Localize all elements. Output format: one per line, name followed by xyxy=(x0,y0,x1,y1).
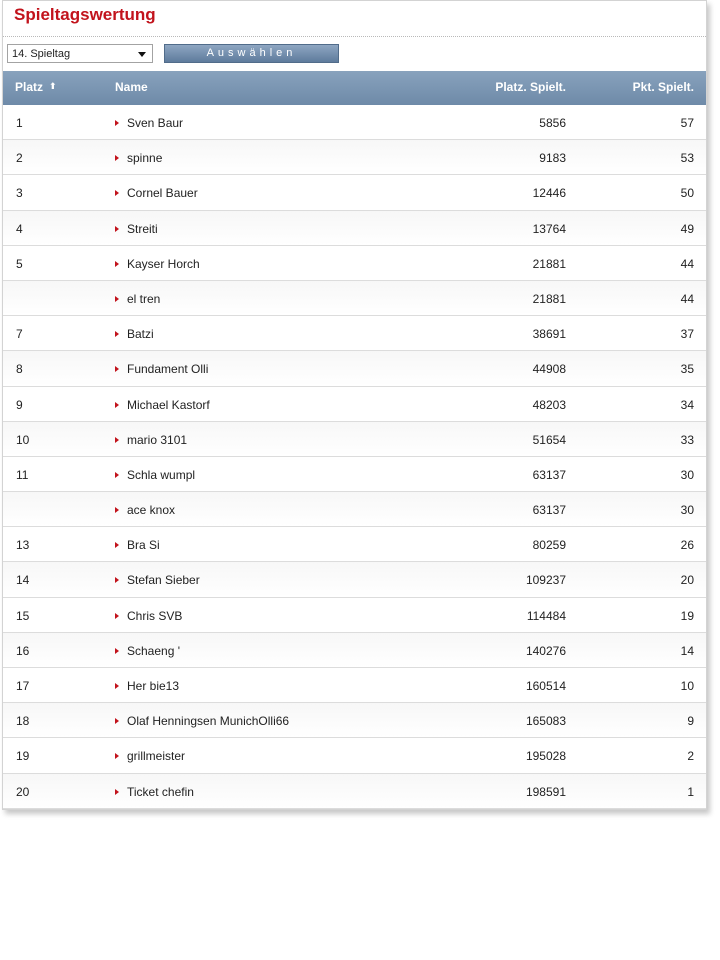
row-player-name[interactable]: Schla wumpl xyxy=(127,467,196,482)
row-platz: 10 xyxy=(16,432,30,447)
row-punkte-spieltag: 33 xyxy=(680,432,694,447)
row-player-name[interactable]: Her bie13 xyxy=(127,679,180,693)
table-row xyxy=(3,633,706,668)
row-player-name[interactable]: Ticket chefin xyxy=(127,784,194,799)
row-punkte-spieltag: 2 xyxy=(687,749,694,764)
row-platz: 14 xyxy=(16,573,30,588)
row-player-name[interactable]: Streiti xyxy=(127,221,158,236)
matchday-select[interactable] xyxy=(7,44,153,63)
row-platz-spieltag: 165083 xyxy=(525,714,566,729)
row-platz: 20 xyxy=(16,784,30,799)
row-player-name[interactable]: Batzi xyxy=(127,327,154,342)
row-platz: 16 xyxy=(16,643,30,658)
row-punkte-spieltag: 9 xyxy=(687,714,694,729)
caret-right-icon[interactable] xyxy=(115,120,119,126)
row-punkte-spieltag: 30 xyxy=(680,467,694,482)
ranking-table-body xyxy=(3,105,706,809)
row-player-name[interactable]: Bra Si xyxy=(127,538,160,553)
row-platz-spieltag: 160514 xyxy=(525,679,566,693)
row-platz-spieltag: 80259 xyxy=(532,538,566,553)
row-player-name[interactable]: mario 3101 xyxy=(127,432,188,447)
row-platz: 13 xyxy=(16,538,30,553)
row-player-name[interactable]: Olaf Henningsen MunichOlli66 xyxy=(127,714,290,729)
row-player-name[interactable]: spinne xyxy=(127,151,163,166)
table-row xyxy=(3,351,706,386)
table-header xyxy=(3,71,706,105)
table-row xyxy=(3,246,706,281)
row-player-name[interactable]: Michael Kastorf xyxy=(127,397,210,412)
row-platz-spieltag: 5856 xyxy=(539,116,566,130)
column-header-name[interactable]: Name xyxy=(115,80,148,94)
row-player-name[interactable]: grillmeister xyxy=(127,749,186,764)
row-player-name[interactable]: Chris SVB xyxy=(127,608,183,623)
table-row xyxy=(3,598,706,633)
row-platz-spieltag: 21881 xyxy=(532,256,566,271)
row-platz-spieltag: 63137 xyxy=(532,467,566,482)
row-punkte-spieltag: 10 xyxy=(680,679,694,693)
row-player-name[interactable]: el tren xyxy=(127,291,161,306)
row-punkte-spieltag: 49 xyxy=(680,221,694,236)
row-platz: 17 xyxy=(16,679,30,693)
row-platz-spieltag: 38691 xyxy=(532,327,566,342)
column-header-platz-spieltag[interactable]: Platz. Spielt. xyxy=(495,80,566,94)
row-platz: 11 xyxy=(16,467,29,482)
row-platz: 9 xyxy=(16,397,23,412)
row-platz-spieltag: 9183 xyxy=(539,151,566,166)
row-punkte-spieltag: 19 xyxy=(680,608,694,623)
row-platz: 1 xyxy=(16,116,23,130)
caret-right-icon[interactable] xyxy=(115,577,119,583)
page-title: Spieltagswertung xyxy=(14,5,156,24)
chevron-down-icon xyxy=(138,52,146,57)
caret-right-icon[interactable] xyxy=(115,753,119,759)
table-row xyxy=(3,738,706,773)
row-punkte-spieltag: 44 xyxy=(680,291,694,306)
row-platz-spieltag: 63137 xyxy=(532,503,566,518)
row-player-name[interactable]: Sven Baur xyxy=(127,116,184,130)
table-row xyxy=(3,422,706,457)
caret-right-icon[interactable] xyxy=(115,507,119,513)
row-player-name[interactable]: ace knox xyxy=(127,503,176,518)
row-platz-spieltag: 109237 xyxy=(525,573,566,588)
row-platz-spieltag: 13764 xyxy=(532,221,566,236)
row-platz: 18 xyxy=(16,714,30,729)
ranking-panel xyxy=(2,0,707,810)
row-platz-spieltag: 12446 xyxy=(532,186,566,201)
row-platz-spieltag: 44908 xyxy=(532,362,566,377)
column-header-platz[interactable] xyxy=(15,80,57,94)
select-button[interactable]: Auswählen xyxy=(164,44,339,63)
caret-right-icon[interactable] xyxy=(115,402,119,408)
row-player-name[interactable]: Cornel Bauer xyxy=(127,186,198,201)
title-bar xyxy=(3,1,706,37)
sort-up-icon: ⬆ xyxy=(49,81,57,91)
row-player-name[interactable]: Schaeng ' xyxy=(127,643,180,658)
row-platz: 3 xyxy=(16,186,23,201)
table-row xyxy=(3,387,706,422)
caret-right-icon[interactable] xyxy=(115,190,119,196)
table-row xyxy=(3,562,706,597)
row-platz-spieltag: 195028 xyxy=(525,749,566,764)
row-punkte-spieltag: 30 xyxy=(680,503,694,518)
row-platz-spieltag: 21881 xyxy=(532,291,566,306)
row-platz-spieltag: 114484 xyxy=(526,608,566,623)
caret-right-icon[interactable] xyxy=(115,155,119,161)
caret-right-icon[interactable] xyxy=(115,542,119,548)
caret-right-icon[interactable] xyxy=(115,437,119,443)
row-platz-spieltag: 48203 xyxy=(532,397,566,412)
table-row xyxy=(3,527,706,562)
caret-right-icon[interactable] xyxy=(115,296,119,302)
row-punkte-spieltag: 53 xyxy=(680,151,694,166)
caret-right-icon[interactable] xyxy=(115,226,119,232)
column-header-punkte-spieltag[interactable]: Pkt. Spielt. xyxy=(632,80,694,94)
row-punkte-spieltag: 20 xyxy=(680,573,694,588)
row-punkte-spieltag: 14 xyxy=(680,643,694,658)
controls-bar xyxy=(3,37,706,71)
caret-right-icon[interactable] xyxy=(115,718,119,724)
table-row xyxy=(3,175,706,210)
caret-right-icon[interactable] xyxy=(115,366,119,372)
row-platz-spieltag: 140276 xyxy=(525,643,566,658)
caret-right-icon[interactable] xyxy=(115,331,119,337)
table-row xyxy=(3,457,706,492)
row-punkte-spieltag: 34 xyxy=(680,397,694,412)
row-platz-spieltag: 51654 xyxy=(532,432,566,447)
table-row xyxy=(3,774,706,809)
row-platz: 7 xyxy=(16,327,23,342)
caret-right-icon[interactable] xyxy=(115,472,119,478)
row-punkte-spieltag: 35 xyxy=(680,362,694,377)
table-row xyxy=(3,703,706,738)
table-row xyxy=(3,211,706,246)
caret-right-icon[interactable] xyxy=(115,789,119,795)
table-row xyxy=(3,105,706,140)
row-punkte-spieltag: 26 xyxy=(680,538,694,553)
row-punkte-spieltag: 1 xyxy=(687,784,694,799)
table-row xyxy=(3,140,706,175)
column-header-platz-label: Platz xyxy=(15,80,44,94)
row-punkte-spieltag: 44 xyxy=(680,256,694,271)
caret-right-icon[interactable] xyxy=(115,613,119,619)
row-punkte-spieltag: 37 xyxy=(680,327,694,342)
row-platz: 4 xyxy=(16,221,23,236)
caret-right-icon[interactable] xyxy=(115,683,119,689)
row-platz: 5 xyxy=(16,256,23,271)
table-row xyxy=(3,492,706,527)
row-platz: 19 xyxy=(16,749,30,764)
matchday-select-value: 14. Spieltag xyxy=(12,48,71,60)
row-platz: 15 xyxy=(16,608,30,623)
table-row xyxy=(3,281,706,316)
row-player-name[interactable]: Kayser Horch xyxy=(127,256,200,271)
caret-right-icon[interactable] xyxy=(115,648,119,654)
row-platz: 2 xyxy=(16,151,23,166)
row-player-name[interactable]: Fundament Olli xyxy=(127,362,209,377)
row-platz-spieltag: 198591 xyxy=(525,784,566,799)
table-row xyxy=(3,668,706,703)
row-player-name[interactable]: Stefan Sieber xyxy=(127,573,200,588)
row-punkte-spieltag: 50 xyxy=(680,186,694,201)
caret-right-icon[interactable] xyxy=(115,261,119,267)
row-platz: 8 xyxy=(16,362,23,377)
table-row xyxy=(3,316,706,351)
row-punkte-spieltag: 57 xyxy=(680,116,694,130)
